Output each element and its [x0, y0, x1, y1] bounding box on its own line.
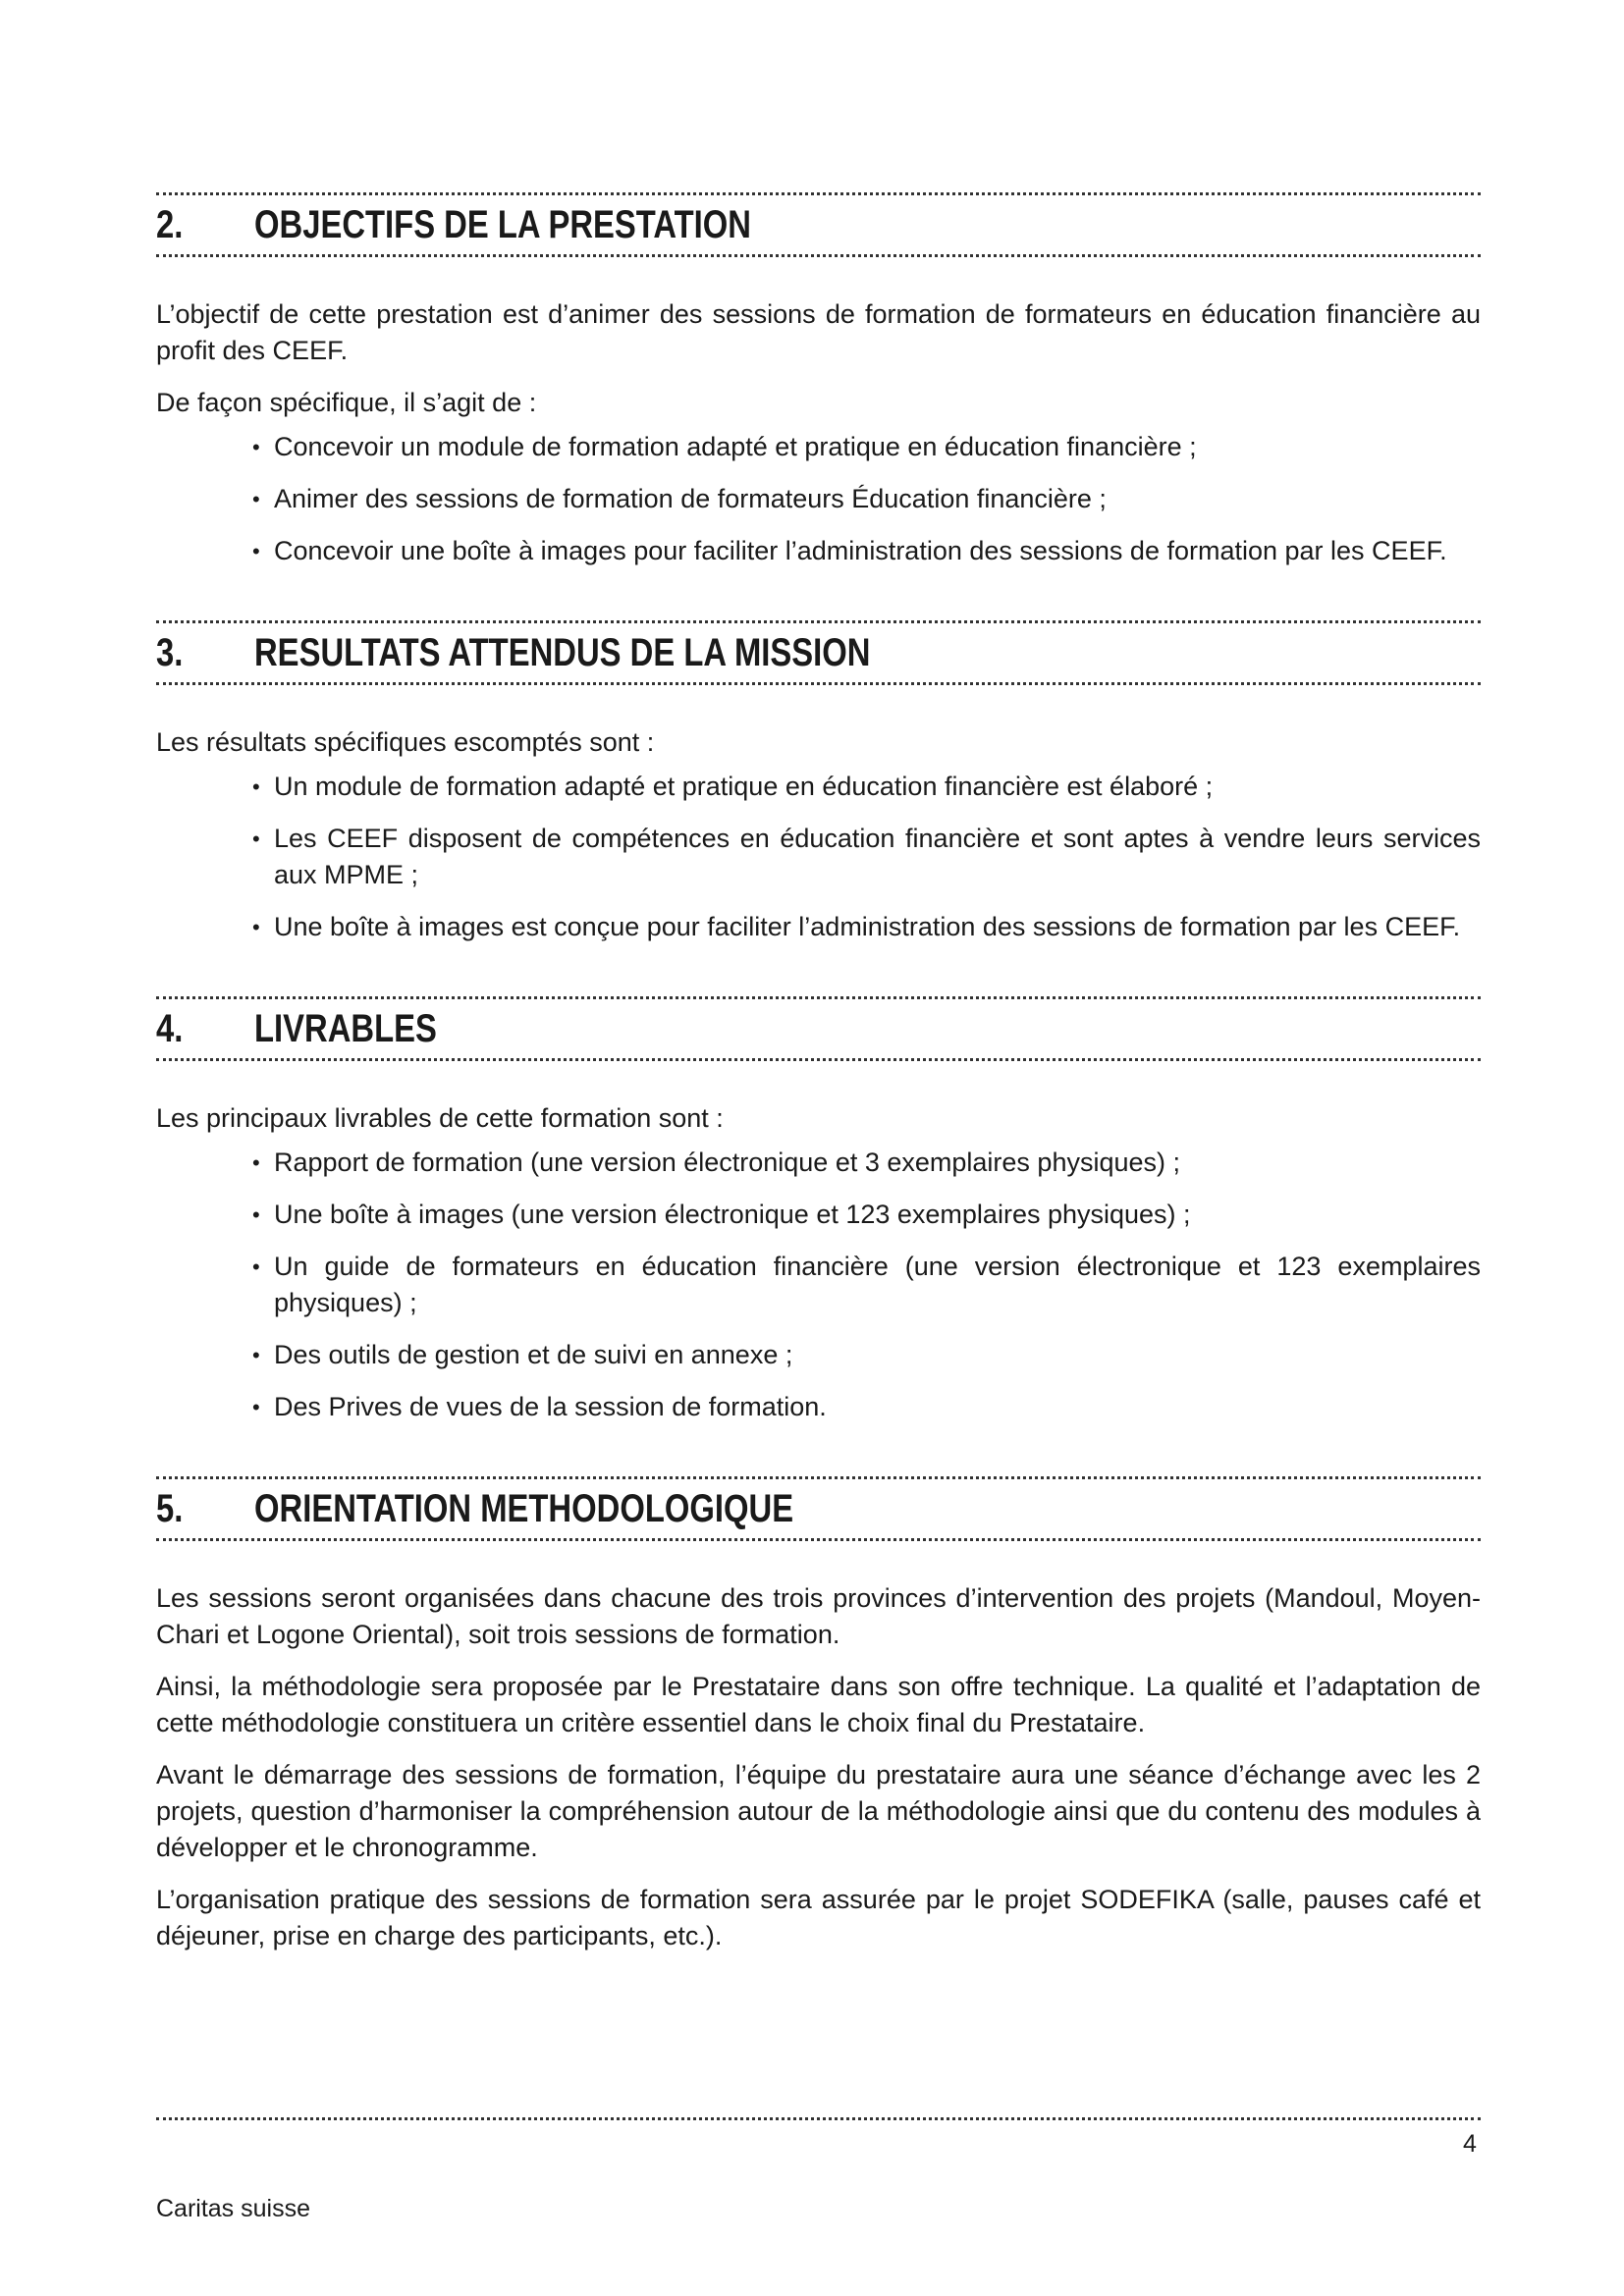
bullet-icon: •	[252, 774, 260, 799]
section-orientation	[156, 1476, 1481, 1954]
bullet-list	[156, 429, 1481, 569]
bullet-icon: •	[252, 1395, 260, 1419]
paragraph: L’organisation pratique des sessions de formation sera assurée par le projet SODEFIKA (salle, pauses café et déjeuner, prise en charge des participants, etc.).	[156, 1885, 1481, 1950]
section-number: 4.	[156, 1006, 184, 1050]
bullet-icon: •	[252, 1255, 260, 1279]
list-item: • Rapport de formation (une version électronique et 3 exemplaires physiques) ;	[254, 1145, 1481, 1181]
paragraph: Ainsi, la méthodologie sera proposée par le Prestataire dans son offre technique. La qualité et l’adaptation de cette méthodologie constituera un critère essentiel dans le choix final du Prestataire.	[156, 1672, 1481, 1737]
section-title: LIVRABLES	[254, 1006, 437, 1050]
list-item: • Des Prives de vues de la session de formation.	[254, 1389, 1481, 1425]
section-number: 2.	[156, 202, 184, 246]
bullet-icon: •	[252, 1150, 260, 1175]
section-number: 5.	[156, 1486, 184, 1530]
paragraph: Les sessions seront organisées dans chacune des trois provinces d’intervention des projets (Mandoul, Moyen-Chari et Logone Oriental), soit trois sessions de formation.	[156, 1583, 1481, 1649]
list-item: • Concevoir un module de formation adapté et pratique en éducation financière ;	[254, 429, 1481, 465]
paragraph: L’objectif de cette prestation est d’animer des sessions de formation de formateurs en éducation financière au profit des CEEF.	[156, 299, 1481, 365]
footer-organization: Caritas suisse	[156, 2195, 310, 2222]
section-title: ORIENTATION METHODOLOGIQUE	[254, 1486, 794, 1530]
list-item: • Une boîte à images (une version électronique et 123 exemplaires physiques) ;	[254, 1197, 1481, 1233]
list-item: • Animer des sessions de formation de formateurs Éducation financière ;	[254, 481, 1481, 517]
list-item: • Les CEEF disposent de compétences en éducation financière et sont aptes à vendre leurs services aux MPME ;	[254, 821, 1481, 893]
list-item: • Un guide de formateurs en éducation financière (une version électronique et 123 exemplaires physiques) ;	[254, 1249, 1481, 1321]
section-number: 3.	[156, 630, 184, 674]
section-resultats	[156, 620, 1481, 945]
section-heading	[156, 999, 1481, 1058]
paragraph: Les principaux livrables de cette formation sont :	[156, 1103, 724, 1133]
section-objectifs	[156, 192, 1481, 569]
bullet-icon: •	[252, 1343, 260, 1367]
bullet-list	[156, 1145, 1481, 1425]
section-heading	[156, 623, 1481, 682]
bullet-list	[156, 769, 1481, 945]
bullet-icon: •	[252, 487, 260, 511]
paragraph: Les résultats spécifiques escomptés sont :	[156, 727, 655, 757]
bullet-icon: •	[252, 435, 260, 459]
footer-rule	[156, 2117, 1481, 2120]
bullet-icon: •	[252, 539, 260, 563]
page-number: 4	[1463, 2130, 1477, 2158]
section-livrables	[156, 996, 1481, 1425]
paragraph: Avant le démarrage des sessions de formation, l’équipe du prestataire aura une séance d’échange avec les 2 projets, question d’harmoniser la compréhension autour de la méthodologie ainsi que du contenu des modules à développer et le chronogramme.	[156, 1760, 1481, 1862]
section-title: OBJECTIFS DE LA PRESTATION	[254, 202, 752, 246]
bullet-icon: •	[252, 827, 260, 851]
list-item: • Une boîte à images est conçue pour faciliter l’administration des sessions de formation par les CEEF.	[254, 909, 1481, 945]
bullet-icon: •	[252, 1202, 260, 1227]
list-item: • Des outils de gestion et de suivi en annexe ;	[254, 1337, 1481, 1373]
section-heading	[156, 1479, 1481, 1538]
paragraph: De façon spécifique, il s’agit de :	[156, 388, 537, 417]
page-content	[156, 192, 1481, 1970]
bullet-icon: •	[252, 915, 260, 939]
section-title: RESULTATS ATTENDUS DE LA MISSION	[254, 630, 871, 674]
list-item: • Concevoir une boîte à images pour faciliter l’administration des sessions de formation par les CEEF.	[254, 533, 1481, 569]
section-heading	[156, 195, 1481, 254]
list-item: • Un module de formation adapté et pratique en éducation financière est élaboré ;	[254, 769, 1481, 805]
